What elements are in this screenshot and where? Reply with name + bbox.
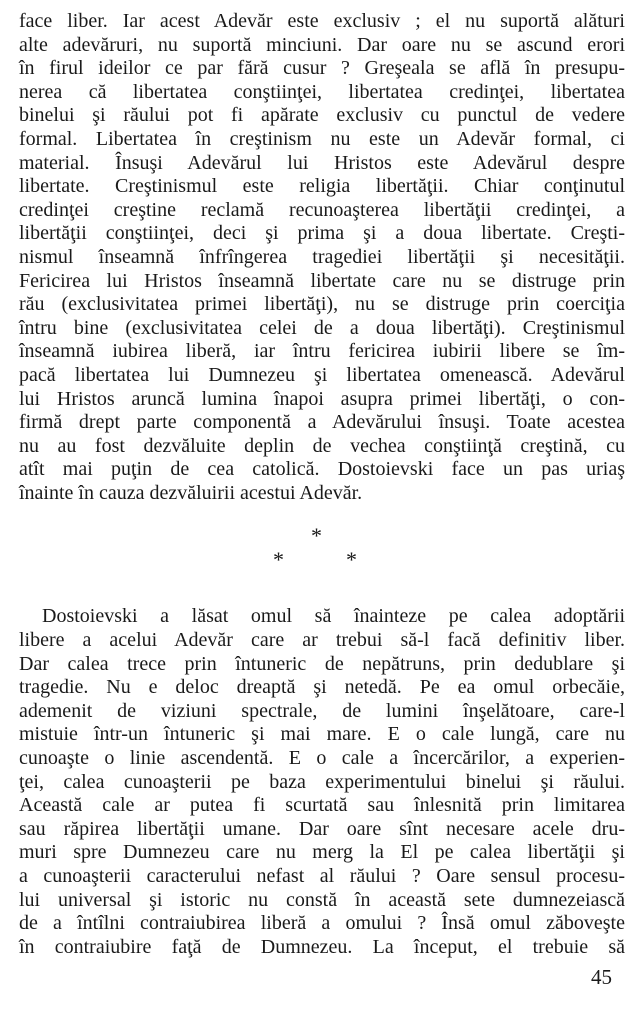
text-line: firmă drept parte componentă a Adevărului însuşi. Toate acestea [19,411,625,434]
text-line: ademenit de viziuni spectrale, de lumini înşelătoare, care-l [19,699,625,722]
text-line: binelui şi răului pot fi apărate exclusiv cu punctul de vedere [19,104,625,127]
text-line: a cunoaşterii caracterului nefast al răului ? Oare sensul procesu- [19,865,625,887]
text-line: Această cale ar putea fi scurtată sau înlesnită prin limitarea [19,794,625,817]
text-line: Fericirea lui Hristos înseamnă libertate care nu se distruge prin [19,269,625,292]
paragraph-1 [19,10,625,505]
text-line: ţei, calea cunoaşterii pe baza experimentului binelui şi răului. [19,770,625,793]
section-separator [19,519,625,593]
text-line: sau răpirea libertăţii umane. Dar oare sînt necesare acele dru- [19,817,625,840]
text-line: cunoaşte o linie ascendentă. E o cale a încercărilor, a experien- [19,747,625,770]
text-line: înainte în cauza dezvăluirii acestui Adevăr. [19,481,363,504]
page-body [19,10,625,959]
text-line: tragedie. Nu e deloc dreaptă şi netedă. Pe ea omul orbecăie, [19,676,625,699]
text-line: pacă libertatea lui Dumnezeu şi libertatea omenească. Adevărul [19,363,625,386]
text-line: întru bine (exclusivitatea celei de a doua libertăţi). Creştinismul [19,316,625,339]
text-line: formal. Libertatea în creştinism nu este un Adevăr formal, ci [19,127,625,150]
page-number: 45 [591,965,612,989]
text-line: Dar calea trece prin întuneric de nepătruns, prin dedublare şi [19,652,625,675]
text-line: face liber. Iar acest Adevăr este exclusiv ; el nu suportă alături [19,10,625,32]
text-line: libere a acelui Adevăr care ar trebui să-l facă definitiv liber. [19,629,625,652]
text-line: lui universal şi istoric nu constă în această sete dumnezeiască [19,888,625,911]
text-line: Dostoievski a lăsat omul să înainteze pe calea adoptării [42,605,625,628]
text-line: nerea că libertatea conştiinţei, libertatea credinţei, libertatea [19,80,625,103]
text-line: credinţei creştine reclamă recunoaşterea libertăţii credinţei, a [19,198,625,221]
separator-star: * [311,523,322,549]
text-line: nismul înseamnă înfrîngerea tragediei libertăţii şi necesităţii. [19,245,625,268]
separator-star: * [273,547,284,573]
text-line: rău (exclusivitatea primei libertăţi), nu se distruge prin coerciţia [19,293,625,316]
text-line: muri spre Dumnezeu care nu merg la El pe calea libertăţii şi [19,841,625,864]
text-line: în firul ideilor ce par fără cusur ? Greşeala se află în presupu- [19,57,625,80]
text-line: alte adevăruri, nu suportă minciuni. Dar oare nu se ascund erori [19,33,625,56]
text-line: material. Însuşi Adevărul lui Hristos este Adevărul despre [19,151,625,174]
separator-star: * [346,547,357,573]
text-line: înseamnă iubirea liberă, iar întru fericirea iubirii libere se îm- [19,340,625,363]
text-line: în contraiubire faţă de Dumnezeu. La început, el trebuie să [19,935,625,958]
text-line: de a întîlni contraiubirea liberă a omului ? Însă omul zăboveşte [19,912,625,935]
text-line: libertăţii conştiinţei, deci şi prima şi a doua libertate. Creşti- [19,222,625,245]
text-line: lui Hristos aruncă lumina înapoi asupra primei libertăţi, o con- [19,387,625,410]
text-line: atît mai puţin de cea catolică. Dostoievski face un pas uriaş [19,458,625,481]
text-line: libertate. Creştinismul este religia libertăţii. Chiar conţinutul [19,175,625,198]
text-line: mistuie într-un întuneric şi mai mare. E o cale lungă, care nu [19,723,625,746]
text-line: nu au fost dezvăluite deplin de vechea conştiinţă creştină, cu [19,434,625,457]
paragraph-2 [19,605,625,959]
